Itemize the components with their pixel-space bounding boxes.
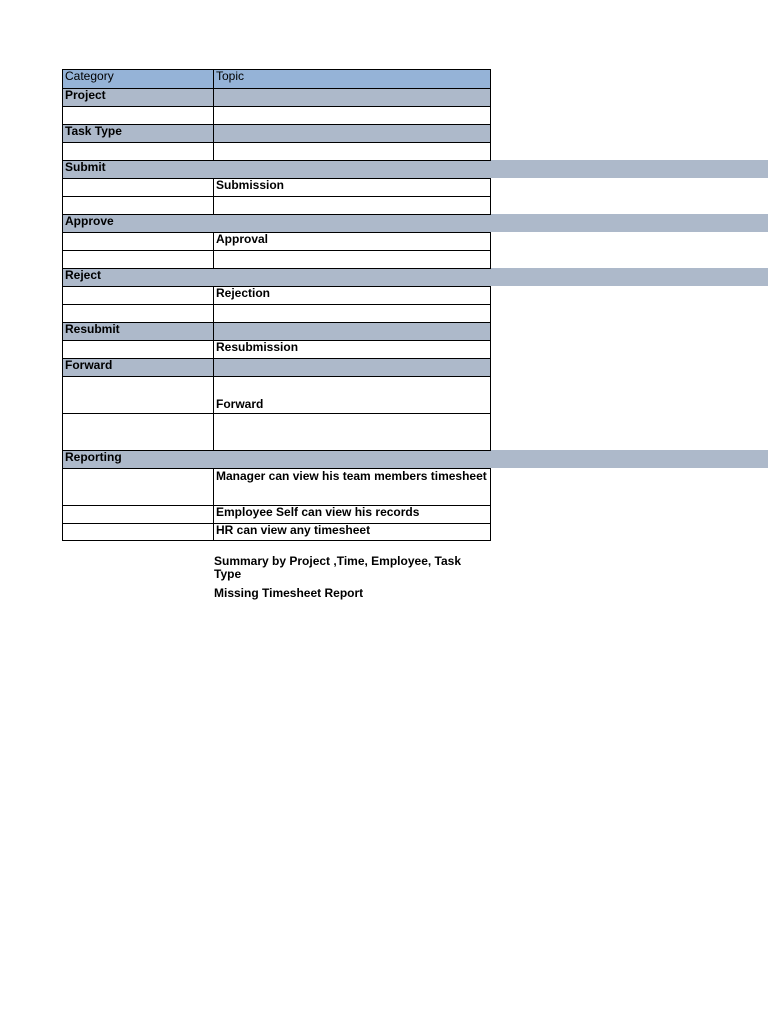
topic-cell[interactable]	[214, 268, 491, 286]
category-cell[interactable]: Approve	[62, 214, 214, 232]
topic-cell[interactable]	[214, 304, 491, 322]
topic-cell[interactable]	[214, 358, 491, 376]
topic-cell[interactable]	[214, 196, 491, 214]
table-row	[62, 250, 768, 268]
category-row-project	[62, 88, 768, 106]
table-row	[62, 106, 768, 124]
table-row	[62, 232, 768, 250]
table-row	[62, 304, 768, 322]
category-row-resubmit	[62, 322, 768, 340]
category-cell[interactable]	[62, 376, 214, 413]
category-cell[interactable]: Resubmit	[62, 322, 214, 340]
table-row	[62, 413, 768, 450]
category-cell[interactable]: Reporting	[62, 450, 214, 468]
table-row	[62, 468, 768, 505]
category-cell[interactable]: Reject	[62, 268, 214, 286]
table-row	[62, 340, 768, 358]
category-cell[interactable]	[62, 286, 214, 304]
topic-cell[interactable]	[214, 88, 491, 106]
topic-cell-missing-report[interactable]: Missing Timesheet Report	[214, 586, 364, 600]
topic-cell-rejection[interactable]: Rejection	[214, 286, 491, 304]
category-row-forward	[62, 358, 768, 376]
category-cell[interactable]	[62, 340, 214, 358]
topic-cell-hr-view[interactable]: HR can view any timesheet	[214, 523, 491, 541]
category-row-task-type	[62, 124, 768, 142]
category-cell[interactable]	[62, 304, 214, 322]
table-row	[62, 142, 768, 160]
topic-cell-manager-view[interactable]: Manager can view his team members timesheet	[214, 468, 491, 505]
topic-cell[interactable]	[214, 322, 491, 340]
category-row-reject	[62, 268, 768, 286]
topic-cell-employee-view[interactable]: Employee Self can view his records	[214, 505, 491, 523]
topic-cell[interactable]	[214, 142, 491, 160]
category-cell[interactable]	[62, 106, 214, 124]
category-cell[interactable]: Project	[62, 88, 214, 106]
table-row	[62, 178, 768, 196]
topic-cell[interactable]	[214, 160, 491, 178]
table-row	[62, 376, 768, 413]
spreadsheet-table	[62, 69, 768, 541]
category-cell[interactable]	[62, 413, 214, 450]
category-cell[interactable]	[62, 196, 214, 214]
category-row-reporting	[62, 450, 768, 468]
category-cell[interactable]	[62, 232, 214, 250]
topic-cell-resubmission[interactable]: Resubmission	[214, 340, 491, 358]
header-topic-cell[interactable]: Topic	[214, 69, 491, 88]
topic-cell[interactable]	[214, 413, 491, 450]
topic-cell-forward[interactable]: Forward	[214, 376, 491, 413]
category-cell[interactable]	[62, 523, 214, 541]
topic-cell-summary[interactable]: Summary by Project ,Time, Employee, Task Type	[214, 554, 461, 581]
category-row-submit	[62, 160, 768, 178]
topic-cell[interactable]	[214, 450, 491, 468]
table-row	[62, 505, 768, 523]
category-cell[interactable]	[62, 178, 214, 196]
topic-cell[interactable]	[214, 214, 491, 232]
category-cell[interactable]: Submit	[62, 160, 214, 178]
topic-cell[interactable]	[214, 106, 491, 124]
table-row	[62, 523, 768, 541]
category-cell[interactable]: Task Type	[62, 124, 214, 142]
topic-cell-submission[interactable]: Submission	[214, 178, 491, 196]
table-row	[62, 286, 768, 304]
header-row	[62, 69, 768, 88]
category-cell[interactable]	[62, 505, 214, 523]
category-cell[interactable]	[62, 250, 214, 268]
table-row	[62, 196, 768, 214]
topic-cell[interactable]	[214, 250, 491, 268]
header-category-cell[interactable]: Category	[62, 69, 214, 88]
category-cell[interactable]: Forward	[62, 358, 214, 376]
category-cell[interactable]	[62, 142, 214, 160]
topic-cell[interactable]	[214, 124, 491, 142]
category-cell[interactable]	[62, 468, 214, 505]
category-row-approve	[62, 214, 768, 232]
topic-cell-approval[interactable]: Approval	[214, 232, 491, 250]
